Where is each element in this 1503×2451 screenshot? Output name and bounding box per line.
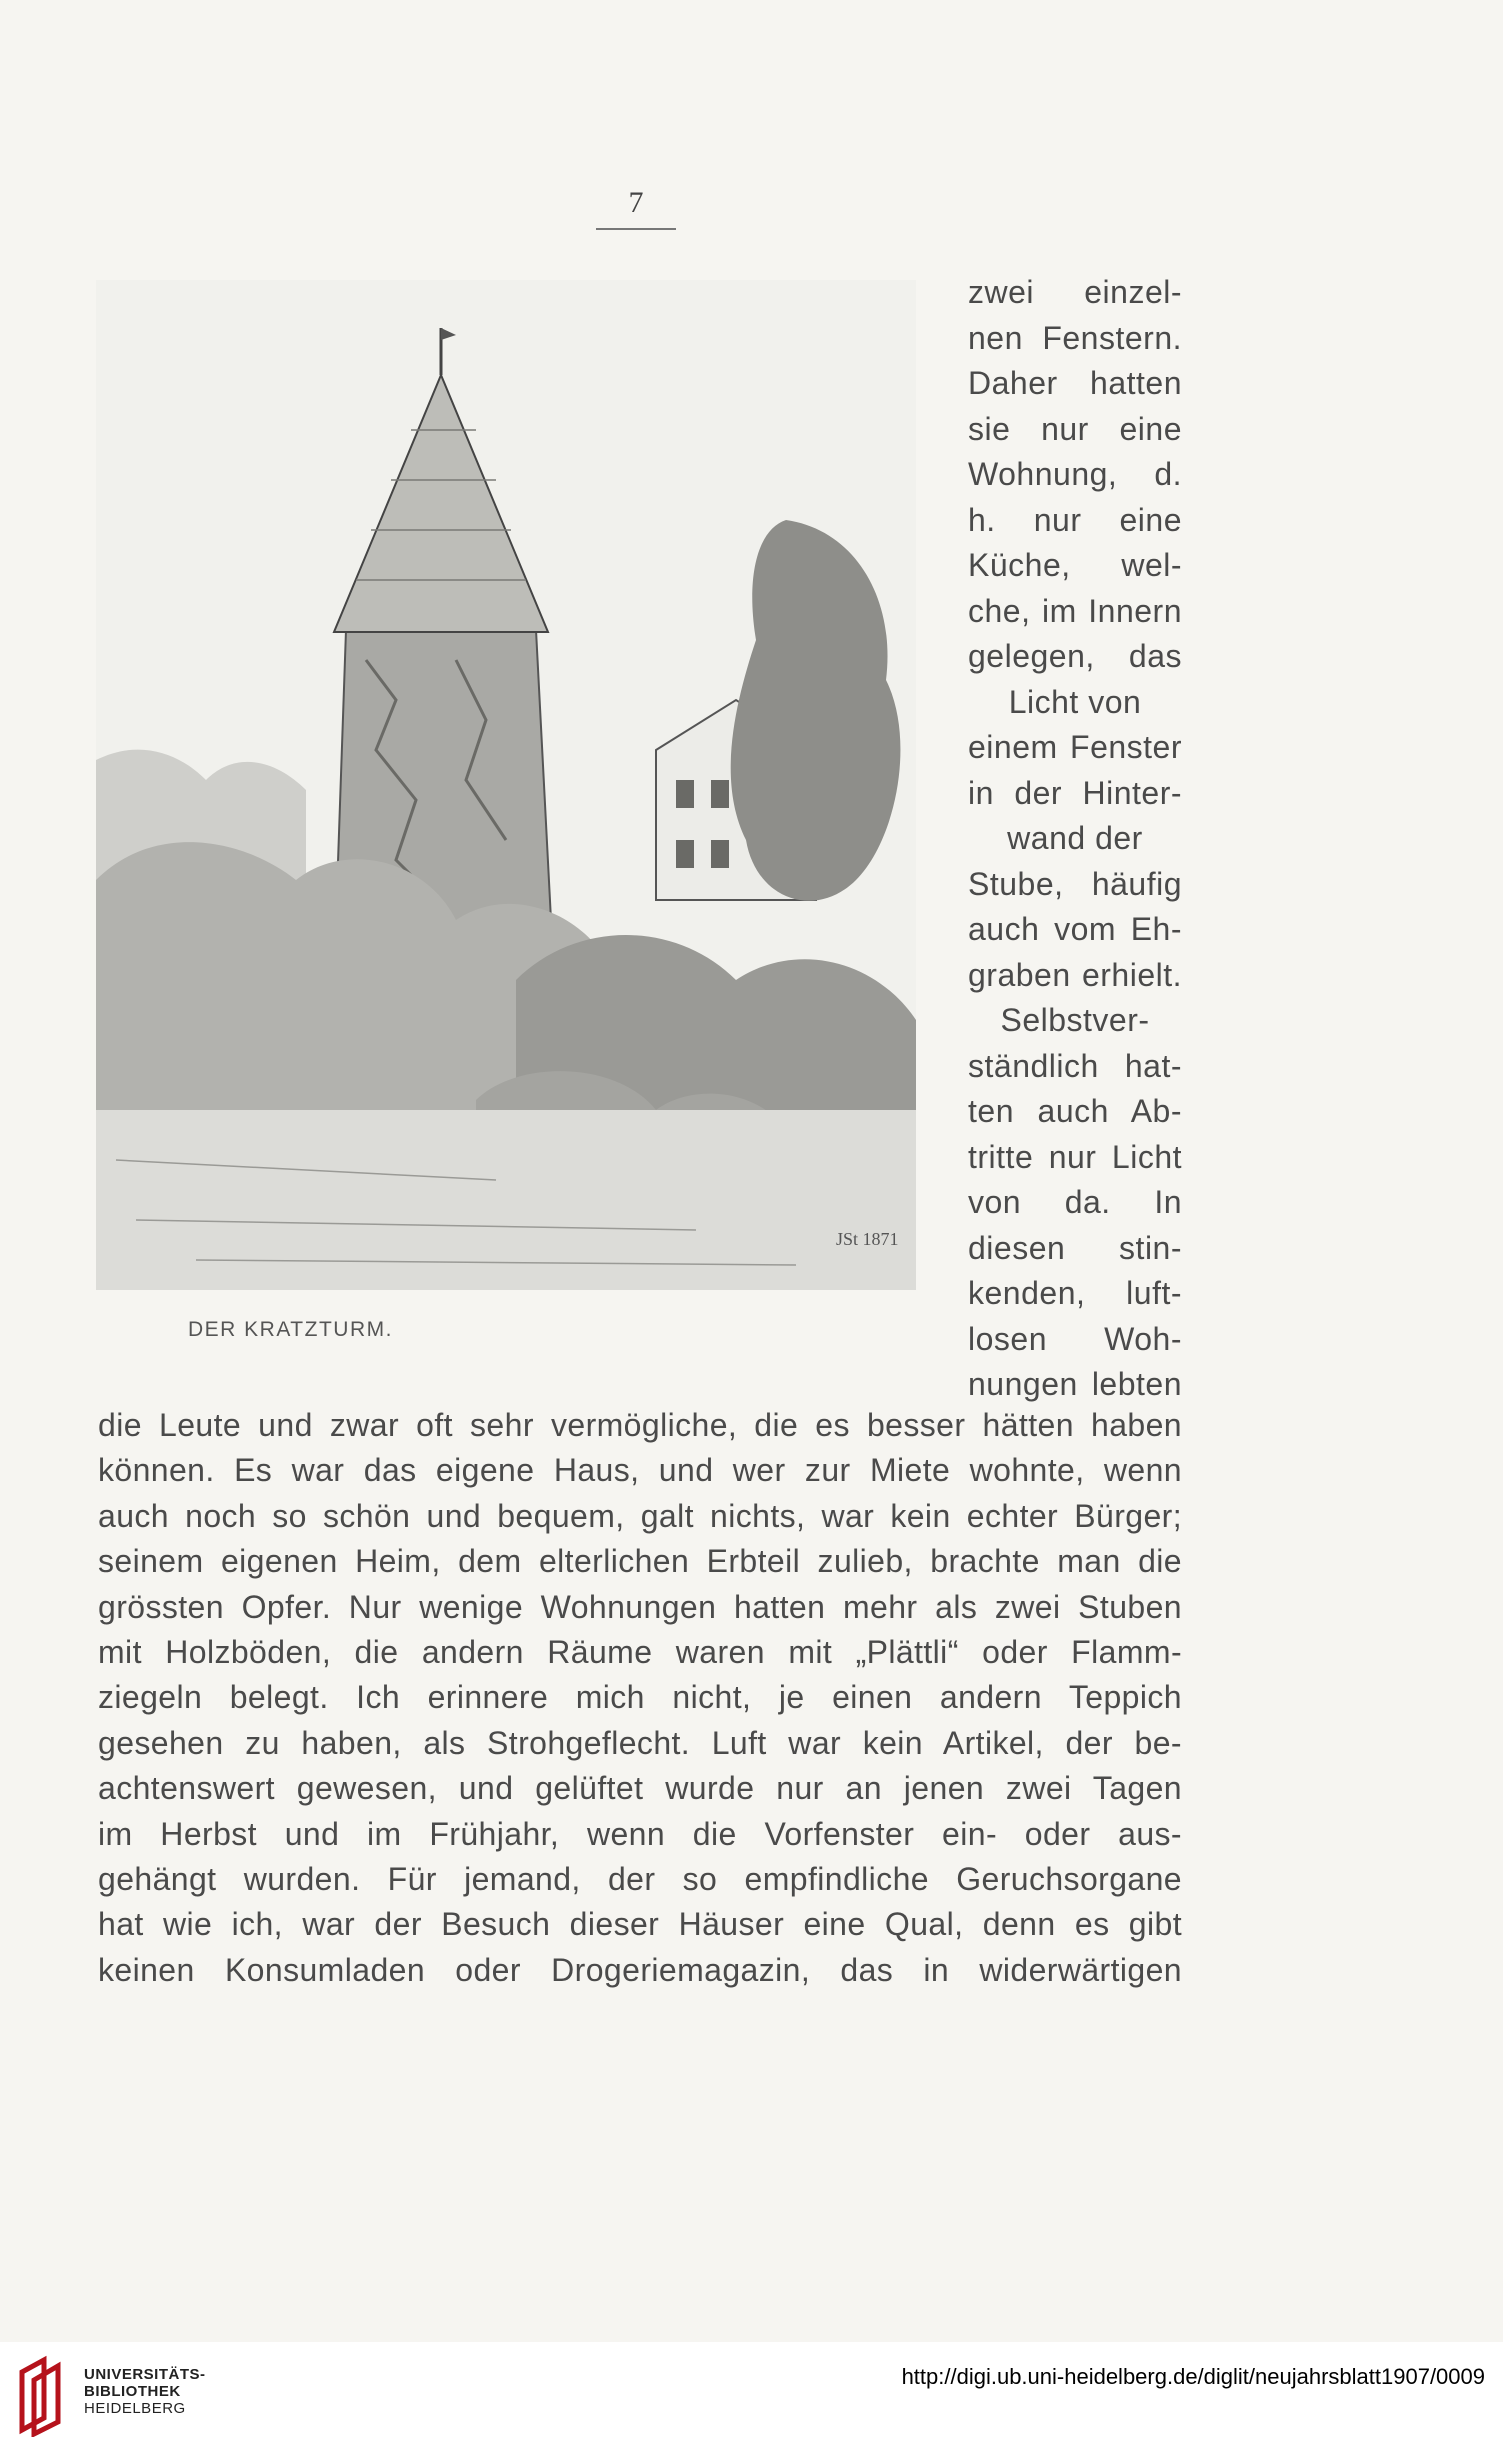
body-text-line: hat wie ich, war der Besuch dieser Häuser eine Qual, denn es gibt xyxy=(98,1906,1182,1943)
body-text-line: grössten Opfer. Nur wenige Wohnungen hatten mehr als zwei Stuben xyxy=(98,1588,1182,1625)
side-text-line: Licht von xyxy=(1008,683,1142,720)
body-text-line: im Herbst und im Frühjahr, wenn die Vorfenster ein- oder aus- xyxy=(98,1815,1182,1852)
side-text-line: Küche, wel- xyxy=(968,547,1182,583)
body-text-line: die Leute und zwar oft sehr vermögliche, die es besser hätten haben xyxy=(98,1407,1182,1443)
body-text-line: gesehen zu haben, als Strohgeflecht. Luft war kein Artikel, der be- xyxy=(98,1724,1182,1761)
page-number-rule xyxy=(596,228,676,230)
side-text-column xyxy=(968,270,1182,1408)
body-text-line: ziegeln belegt. Ich erinnere mich nicht, je einen andern Teppich xyxy=(98,1679,1182,1716)
side-text-line: nen Fenstern. xyxy=(968,319,1182,356)
side-text-line: gelegen, das xyxy=(968,638,1182,674)
body-text-line: können. Es war das eigene Haus, und wer zur Miete wohnte, wenn xyxy=(98,1452,1182,1489)
kratzturm-illustration xyxy=(96,280,916,1290)
side-text-line: auch vom Eh- xyxy=(968,911,1182,947)
body-text-line: achtenswert gewesen, und gelüftet wurde nur an jenen zwei Tagen xyxy=(98,1770,1182,1807)
side-text-line: in der Hinter- xyxy=(968,774,1182,811)
body-text-line: keinen Konsumladen oder Drogeriemagazin, das in widerwärtigen xyxy=(98,1951,1182,1988)
side-text-line: wand der xyxy=(1007,820,1143,856)
side-text-line: einem Fenster xyxy=(968,729,1182,765)
side-text-line: graben erhielt. xyxy=(968,956,1182,993)
side-text-line: Daher hatten xyxy=(968,365,1182,401)
figure-caption: DER KRATZTURM. xyxy=(188,1318,393,1341)
side-text-line: Wohnung, d. xyxy=(968,456,1182,492)
side-text-line: ständlich hat- xyxy=(968,1047,1182,1084)
body-text xyxy=(98,1403,1182,1993)
side-text-line: von da. In xyxy=(968,1184,1182,1220)
side-text-line: ten auch Ab- xyxy=(968,1093,1182,1129)
side-text-line: Selbstver- xyxy=(1000,1002,1150,1038)
side-text-line: losen Woh- xyxy=(968,1320,1182,1357)
body-text-line: auch noch so schön und bequem, galt nichts, war kein echter Bürger; xyxy=(98,1497,1182,1534)
page-number: 7 xyxy=(628,186,644,219)
digitization-footer xyxy=(0,2342,1503,2451)
library-name-line2: BIBLIOTHEK xyxy=(84,2383,181,2400)
side-text-line: h. nur eine xyxy=(968,501,1182,538)
side-text-line: che, im Innern xyxy=(968,592,1182,629)
source-url-link[interactable]: http://digi.ub.uni-heidelberg.de/diglit/neujahrsblatt1907/0009 xyxy=(901,2364,1485,2389)
body-text-line: seinem eigenen Heim, dem elterlichen Erbteil zulieb, brachte man die xyxy=(98,1543,1182,1580)
side-text-line: sie nur eine xyxy=(968,410,1182,447)
body-text-line: gehängt wurden. Für jemand, der so empfindliche Geruchsorgane xyxy=(98,1860,1182,1897)
side-text-line: diesen stin- xyxy=(968,1229,1182,1266)
library-name xyxy=(84,2366,206,2417)
side-text-line: nungen lebten xyxy=(968,1366,1182,1402)
library-name-line1: UNIVERSITÄTS- xyxy=(84,2366,206,2383)
side-text-line: Stube, häufig xyxy=(968,865,1182,902)
body-text-line: mit Holzböden, die andern Räume waren mit „Plättli“ oder Flamm- xyxy=(98,1633,1182,1670)
artist-signature: JSt 1871 xyxy=(836,1229,899,1249)
side-text-line: kenden, luft- xyxy=(968,1275,1182,1311)
library-logo-icon xyxy=(14,2352,74,2437)
library-name-line3: HEIDELBERG xyxy=(84,2400,186,2417)
side-text-line: tritte nur Licht xyxy=(968,1138,1182,1175)
side-text-line: zwei einzel- xyxy=(968,274,1182,310)
tower-drawing xyxy=(96,280,916,1290)
